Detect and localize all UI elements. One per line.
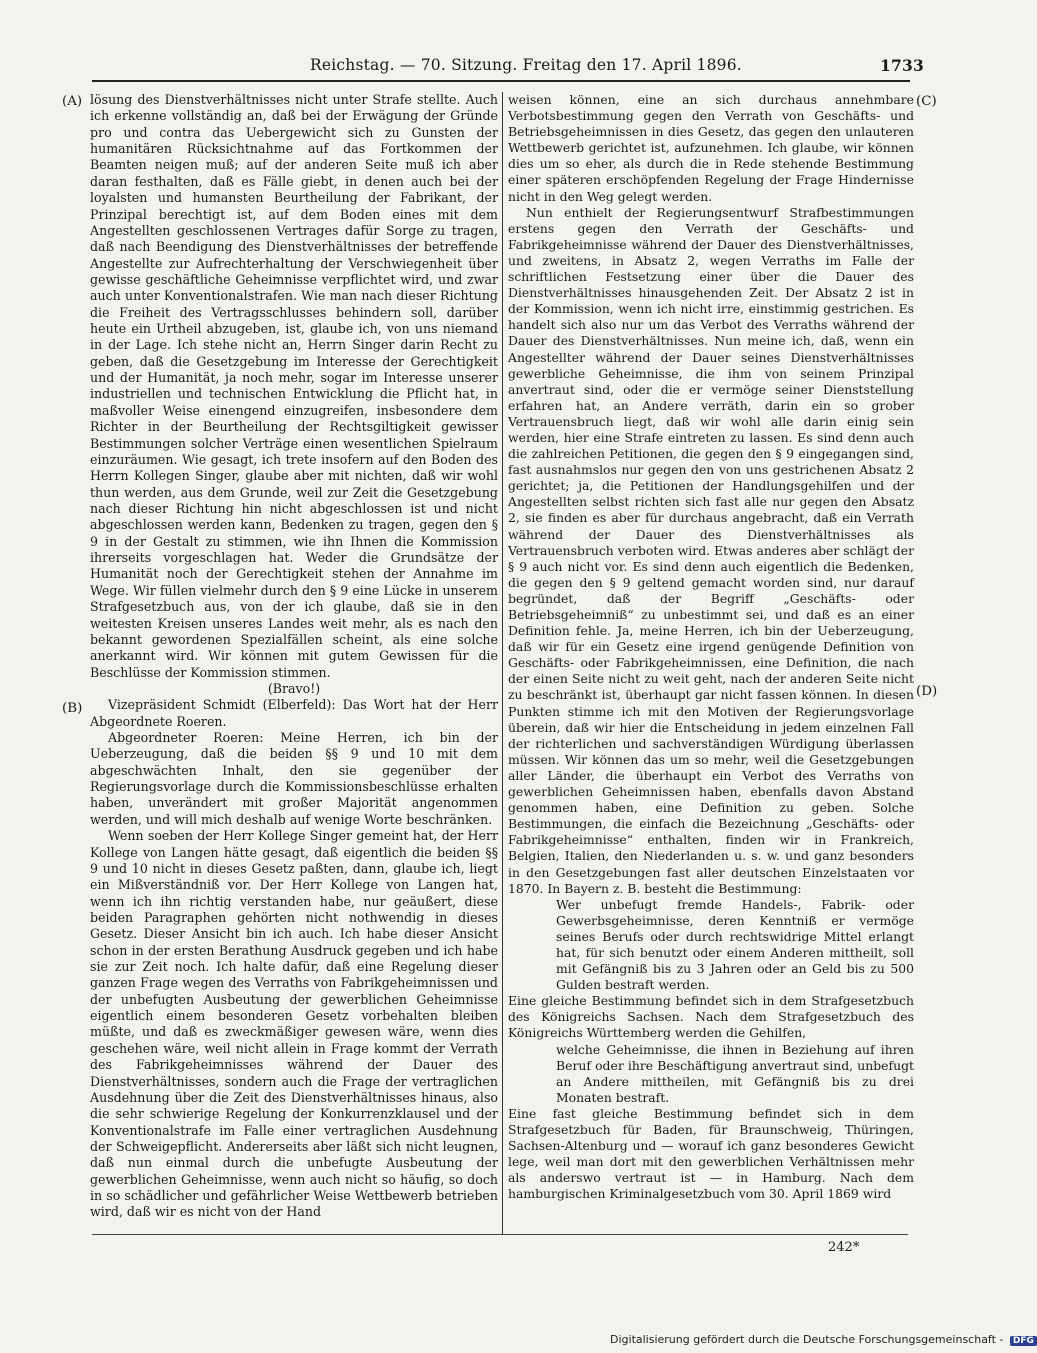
right-paragraph: welche Geheimnisse, die ihnen in Beziehung auf ihren Beruf oder ihre Beschäftigung anvertraut sind, unbefugt an Andere mittheilen, mit Gefängniß bis zu drei Monaten bestraft. bbox=[556, 1041, 914, 1105]
left-column bbox=[90, 92, 498, 1221]
left-paragraph: Wenn soeben der Herr Kollege Singer gemeint hat, der Herr Kollege von Langen hätte gesagt, daß eigentlich die beiden §§ 9 und 10 nicht in dieses Gesetz paßten, dann, glaube ich, liegt ein Mißverständniß vor. Der Herr Kollege von Langen hat, wenn ich ihn richtig verstanden habe, nur geäußert, diese beiden Paragraphen gehörten nicht nothwendig in dieses Gesetz. Dieser Ansicht bin ich auch. Ich habe dieser Ansicht schon in der ersten Berathung Ausdruck gegeben und ich habe sie zur Zeit noch. Ich halte dafür, daß eine Regelung dieser ganzen Frage wegen des Verraths von Fabrikgeheimnissen und der unbefugten Ausbeutung der gewerblichen Geheimnisse eigentlich einem besonderen Gesetz vorbehalten bleiben müßte, und daß es zweckmäßiger gewesen wäre, wenn dies geschehen wäre, weil nicht allein in Frage kommt der Verrath des Fabrikgeheimnisses während der Dauer des Dienstverhältnisses, sondern auch die Frage der vertraglichen Ausdehnung über die Zeit des Dienstverhältnisses hinaus, also die sehr schwierige Regelung der Konkurrenzklausel und der Konventionalstrafe im Falle einer vertraglichen Ausdehnung der Schweigepflicht. Andererseits aber läßt sich nicht leugnen, daß nun einmal durch die unbefugte Ausbeutung der gewerblichen Geheimnisse, wenn auch nicht so häufig, so doch in so schädlicher und gefährlicher Weise Wettbewerb betrieben wird, daß wir es nicht von der Hand bbox=[90, 828, 498, 1220]
left-paragraph: (Bravo!) bbox=[267, 680, 321, 696]
right-column bbox=[508, 92, 914, 1202]
left-paragraph: Vizepräsident Schmidt (Elberfeld): Das Wort hat der Herr Abgeordnete Roeren. bbox=[90, 697, 498, 729]
page-header bbox=[310, 56, 924, 75]
bottom-rule bbox=[92, 1234, 908, 1235]
sheet-signature: 242* bbox=[828, 1240, 860, 1255]
margin-marker-a: (A) bbox=[62, 94, 83, 109]
column-divider bbox=[502, 92, 503, 1234]
right-paragraph: Eine gleiche Bestimmung befindet sich in dem Strafgesetzbuch des Königreichs Sachsen. Nach dem Strafgesetzbuch des Königreichs Württemberg werden die Gehilfen, bbox=[508, 993, 914, 1041]
right-paragraph: Nun enthielt der Regierungsentwurf Strafbestimmungen erstens gegen den Verrath der Geschäfts- und Fabrikgeheimnisse während der Dauer des Dienstverhältnisses, und zweitens, in Absatz 2, wegen Verraths im Falle der schriftlichen Festsetzung einer über die Dauer des Dienstverhältnisses hinausgehenden Zeit. Der Absatz 2 ist in der Kommission, wenn ich nicht irre, einstimmig gestrichen. Es handelt sich also nur um das Verbot des Verraths während der Dauer des Dienstverhältnisses. Nun meine ich, daß, wenn ein Angestellter während der Dauer seines Dienstverhältnisses gewerbliche Geheimnisse, die ihm von seinem Prinzipal anvertraut sind, oder die er vermöge seiner Dienststellung erfahren hat, an Andere verräth, darin ein so grober Vertrauensbruch liegt, daß wir wohl alle darin einig sein werden, hier eine Strafe eintreten zu lassen. Es sind denn auch die zahlreichen Petitionen, die gegen den § 9 eingegangen sind, fast ausnahmslos nur gegen den von uns gestrichenen Absatz 2 gerichtet; ja, die Petitionen der Handlungsgehilfen und der Angestellten selbst richten sich fast alle nur gegen den Absatz 2, sie finden es aber für durchaus angebracht, daß ein Verrath während der Dauer des Dienstverhältnisses als Vertrauensbruch verboten wird. Etwas anderes aber schlägt der § 9 auch nicht vor. Es sind denn auch eigentlich die Bedenken, die gegen den § 9 geltend gemacht worden sind, nur darauf begründet, daß der Begriff „Geschäfts- oder Betriebsgeheimniß“ zu unbestimmt sei, und daß es an einer Definition fehle. Ja, meine Herren, ich bin der Ueberzeugung, daß wir für ein Gesetz eine irgend genügende Definition von Geschäfts- oder Fabrikgeheimnissen, eine Definition, die nach der einen Seite nicht zu weit geht, nach der anderen Seite nicht zu beschränkt ist, überhaupt gar nicht fassen können. In diesen Punkten stimme ich mit den Motiven der Regierungsvorlage überein, daß wir hier die Entscheidung in jedem einzelnen Fall der richterlichen und sachverständigen Würdigung überlassen müssen. Wir können das um so mehr, weil die Gesetzgebungen aller Länder, die überhaupt ein Verbot des Verraths von gewerblichen Geheimnissen haben, ebenfalls davon Abstand genommen haben, eine Definition zu geben. Solche Bestimmungen, die einfach die Bezeichnung „Geschäfts- oder Fabrikgeheimnisse“ enthalten, finden wir in Frankreich, Belgien, Italien, den Niederlanden u. s. w. und ganz besonders in den Gesetzgebungen fast aller deutschen Einzelstaaten vor 1870. In Bayern z. B. besteht die Bestimmung: bbox=[508, 204, 914, 896]
footer-credit bbox=[610, 1333, 1037, 1346]
margin-marker-b: (B) bbox=[62, 701, 83, 716]
margin-marker-c: (C) bbox=[916, 94, 937, 109]
right-paragraph: Eine fast gleiche Bestimmung befindet sich in dem Strafgesetzbuch für Baden, für Braunschweig, Thüringen, Sachsen-Altenburg und — worauf ich ganz besonderes Gewicht lege, weil man dort mit den gewerblichen Verhältnissen mehr als anderswo vertraut ist — in Hamburg. Nach dem hamburgischen Kriminalgesetzbuch vom 30. April 1869 wird bbox=[508, 1105, 914, 1202]
margin-marker-d: (D) bbox=[916, 684, 938, 699]
right-paragraph: weisen können, eine an sich durchaus annehmbare Verbotsbestimmung gegen den Verrath von Geschäfts- und Betriebsgeheimnissen in dies Gesetz, das gegen den unlauteren Wettbewerb gerichtet ist, aufzunehmen. Ich glaube, wir können dies um so eher, als durch die in Rede stehende Bestimmung einer späteren erschöpfenden Regelung der Frage Hindernisse nicht in den Weg gelegt werden. bbox=[508, 92, 914, 204]
page-number: 1733 bbox=[880, 56, 924, 75]
dfg-logo: DFG bbox=[1010, 1336, 1037, 1346]
left-paragraph: Abgeordneter Roeren: Meine Herren, ich bin der Ueberzeugung, daß die beiden §§ 9 und 10 mit dem abgeschwächten Inhalt, den sie gegenüber der Regierungsvorlage durch die Kommissionsbeschlüsse erhalten haben, unverändert mit großer Majorität angenommen werden, und will mich deshalb auf wenige Worte beschränken. bbox=[90, 730, 498, 827]
footer-text: Digitalisierung gefördert durch die Deutsche Forschungsgemeinschaft - bbox=[610, 1333, 1004, 1346]
header-title: Reichstag. — 70. Sitzung. Freitag den 17. April 1896. bbox=[310, 56, 742, 74]
right-paragraph: Wer unbefugt fremde Handels-, Fabrik- oder Gewerbsgeheimnisse, deren Kenntniß er vermöge seines Berufs oder durch rechtswidrige Mittel erlangt hat, für sich benutzt oder einem Anderen mittheilt, soll mit Gefängniß bis zu 3 Jahren oder an Geld bis zu 500 Gulden bestraft werden. bbox=[556, 896, 914, 993]
left-paragraph: lösung des Dienstverhältnisses nicht unter Strafe stellte. Auch ich erkenne vollständig an, daß bei der Erwägung der Gründe pro und contra das Uebergewicht sich zu Gunsten der humanitären Rücksichtnahme auf das Fortkommen der Beamten neigen muß; auf der anderen Seite muß ich aber daran festhalten, daß es Fälle giebt, in denen auch bei der loyalsten und humansten Beurtheilung der Fabrikant, der Prinzipal berechtigt ist, auf dem Boden eines mit dem Angestellten geschlossenen Vertrages dafür Sorge zu tragen, daß nach Beendigung des Dienstverhältnisses der betreffende Angestellte zur Aufrechterhaltung der Verschwiegenheit über gewisse geschäftliche Geheimnisse verpflichtet wird, und zwar auch unter Konventionalstrafen. Wie man nach dieser Richtung die Freiheit des Vertragsschlusses behindern soll, darüber heute ein Urtheil abzugeben, ist, glaube ich, von uns niemand in der Lage. Ich stehe nicht an, Herrn Singer darin Recht zu geben, daß die Gesetzgebung im Interesse der Gerechtigkeit und der Humanität, ja noch mehr, sogar im Interesse unserer industriellen und technischen Entwicklung die Pflicht hat, in maßvoller Weise einengend einzugreifen, insbesondere dem Richter in der Beurtheilung der Rechtsgiltigkeit gewisser Bestimmungen solcher Verträge einen wesentlichen Spielraum einzuräumen. Wie gesagt, ich trete insofern auf den Boden des Herrn Kollegen Singer, glaube aber mit nichten, daß wir wohl thun werden, aus dem Grunde, weil zur Zeit die Gesetzgebung nach dieser Richtung hin nicht abgeschlossen ist und nicht abgeschlossen werden kann, Bedenken zu tragen, gegen den § 9 in der Gestalt zu stimmen, wie ihn Ihnen die Kommission ihrerseits vorgeschlagen hat. Weder die Grundsätze der Humanität noch der Gerechtigkeit stehen der Annahme im Wege. Wir füllen vielmehr durch den § 9 eine Lücke in unserem Strafgesetzbuch aus, von der ich glaube, daß sie in den weitesten Kreisen unseres Landes weit mehr, als es nach den bekannt gewordenen Spezialfällen scheint, als eine solche anerkannt wird. Wir können mit gutem Gewissen für die Beschlüsse der Kommission stimmen. bbox=[90, 92, 498, 680]
header-rule bbox=[92, 80, 910, 82]
